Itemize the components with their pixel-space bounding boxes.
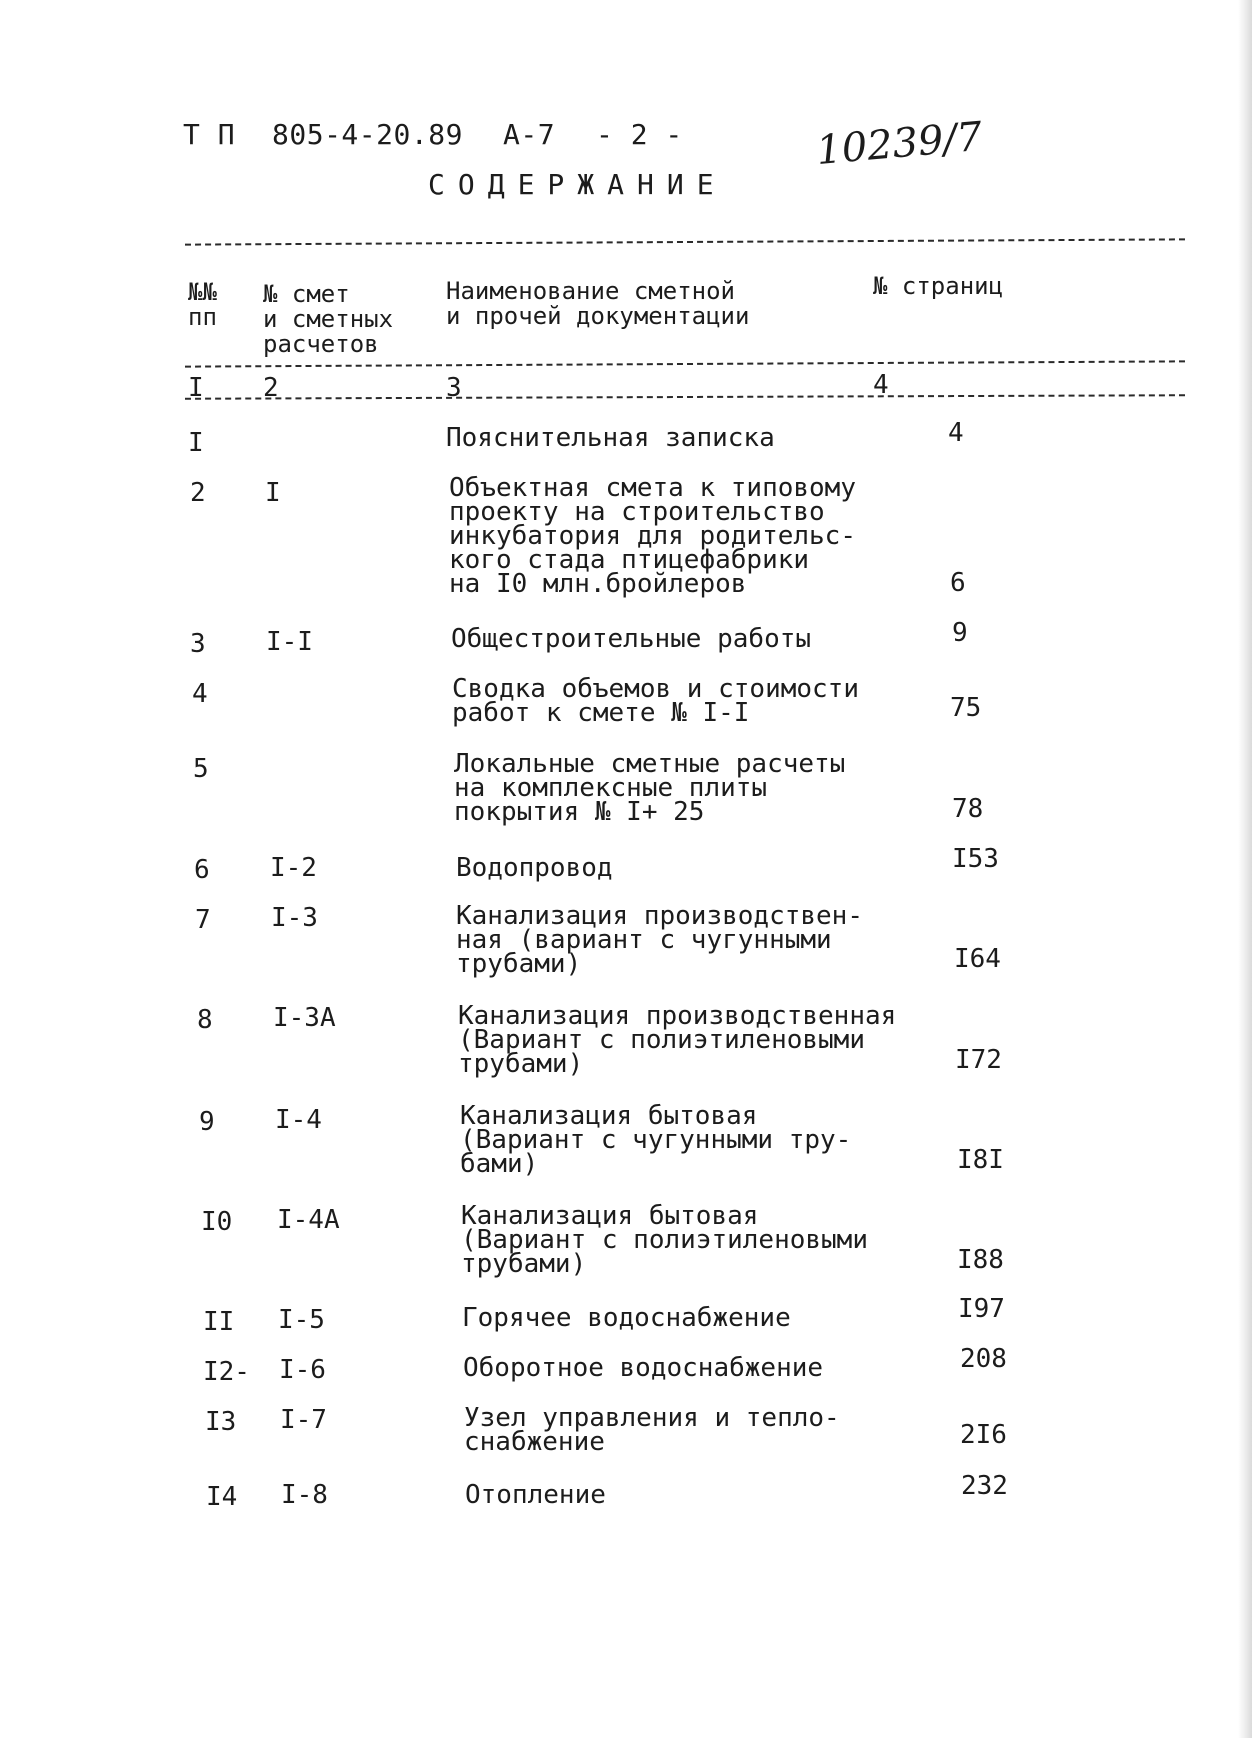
page-ref: 4	[948, 418, 964, 448]
page-ref: 208	[960, 1344, 1007, 1374]
row-number: 4	[192, 679, 208, 709]
document-name: Канализация производственная (Вариант с полиэтиленовыми трубами)	[458, 1001, 897, 1079]
page-number: - 2 -	[596, 118, 683, 151]
row-number: I4	[206, 1482, 238, 1512]
document-name: Оборотное водоснабжение	[463, 1353, 824, 1383]
document-name: Сводка объемов и стоимости работ к смете № I-I	[452, 674, 859, 728]
page-ref: 2I6	[960, 1420, 1007, 1450]
page-ref: I97	[958, 1294, 1005, 1324]
document-name: Локальные сметные расчеты на комплексные плиты покрытия № I+ 25	[454, 749, 846, 827]
album-label: А-7	[503, 118, 556, 151]
page-ref: I88	[957, 1245, 1004, 1275]
row-number: 3	[190, 629, 206, 659]
row-number: 2	[190, 478, 206, 508]
row-number: I	[188, 428, 204, 458]
estimate-number: I-5	[278, 1305, 325, 1335]
document-name: Канализация бытовая (Вариант с полиэтиленовыми трубами)	[461, 1201, 868, 1279]
page-ref: 9	[952, 618, 968, 648]
page-title: СОДЕРЖАНИЕ	[428, 168, 727, 201]
document-name: Канализация бытовая (Вариант с чугунными тру- бами)	[460, 1101, 852, 1179]
document-name: Водопровод	[456, 853, 613, 883]
page-ref: 6	[950, 568, 966, 598]
column-number-3: 3	[446, 373, 462, 403]
document-name: Канализация производствен- ная (вариант с чугунными трубами)	[456, 901, 863, 979]
row-number: 5	[193, 754, 209, 784]
col1-header: №№ пп	[188, 278, 217, 331]
row-number: 9	[199, 1107, 215, 1137]
row-number: II	[203, 1307, 235, 1337]
estimate-number: I-6	[279, 1355, 326, 1385]
page-ref: 75	[950, 693, 982, 723]
row-number: 7	[195, 905, 211, 935]
column-number-4: 4	[873, 370, 889, 400]
estimate-number: I-4	[275, 1105, 322, 1135]
document-name: Общестроительные работы	[451, 624, 812, 654]
col4-header: № страниц	[873, 272, 1004, 300]
page-ref: I8I	[957, 1145, 1004, 1175]
page-ref: 232	[961, 1471, 1008, 1501]
column-number-1: I	[188, 373, 204, 403]
document-name: Узел управления и тепло- снабжение	[464, 1403, 840, 1457]
row-number: I3	[205, 1407, 237, 1437]
page-ref: I72	[955, 1045, 1002, 1075]
row-number: 6	[194, 855, 210, 885]
estimate-number: I-2	[270, 853, 317, 883]
page-ref: I64	[954, 944, 1001, 974]
series-label: Т П	[183, 118, 236, 151]
estimate-number: I-4А	[277, 1205, 340, 1235]
row-number: 8	[197, 1005, 213, 1035]
document-name: Пояснительная записка	[446, 423, 775, 453]
page-ref: 78	[952, 794, 984, 824]
estimate-number: I-7	[280, 1405, 327, 1435]
column-number-2: 2	[263, 373, 279, 403]
estimate-number: I-3А	[273, 1003, 336, 1033]
estimate-number: I-3	[271, 903, 318, 933]
row-number: I2-	[203, 1357, 250, 1387]
document-name: Отопление	[465, 1480, 606, 1510]
document-name: Объектная смета к типовому проекту на строительство инкубатория для родительс- кого стада птицефабрики на I0 млн.бройлеров	[449, 473, 856, 599]
project-code: 805-4-20.89	[272, 118, 463, 151]
document-name: Горячее водоснабжение	[462, 1303, 791, 1333]
estimate-number: I	[265, 478, 281, 508]
estimate-number: I-8	[281, 1480, 328, 1510]
row-number: I0	[201, 1207, 233, 1237]
page-ref: I53	[952, 844, 999, 874]
col2-header: № смет и сметных расчетов	[263, 280, 394, 358]
col3-header: Наименование сметной и прочей документации	[446, 277, 750, 330]
estimate-number: I-I	[266, 627, 313, 657]
handwritten-number-text: 10239/7	[814, 113, 985, 174]
